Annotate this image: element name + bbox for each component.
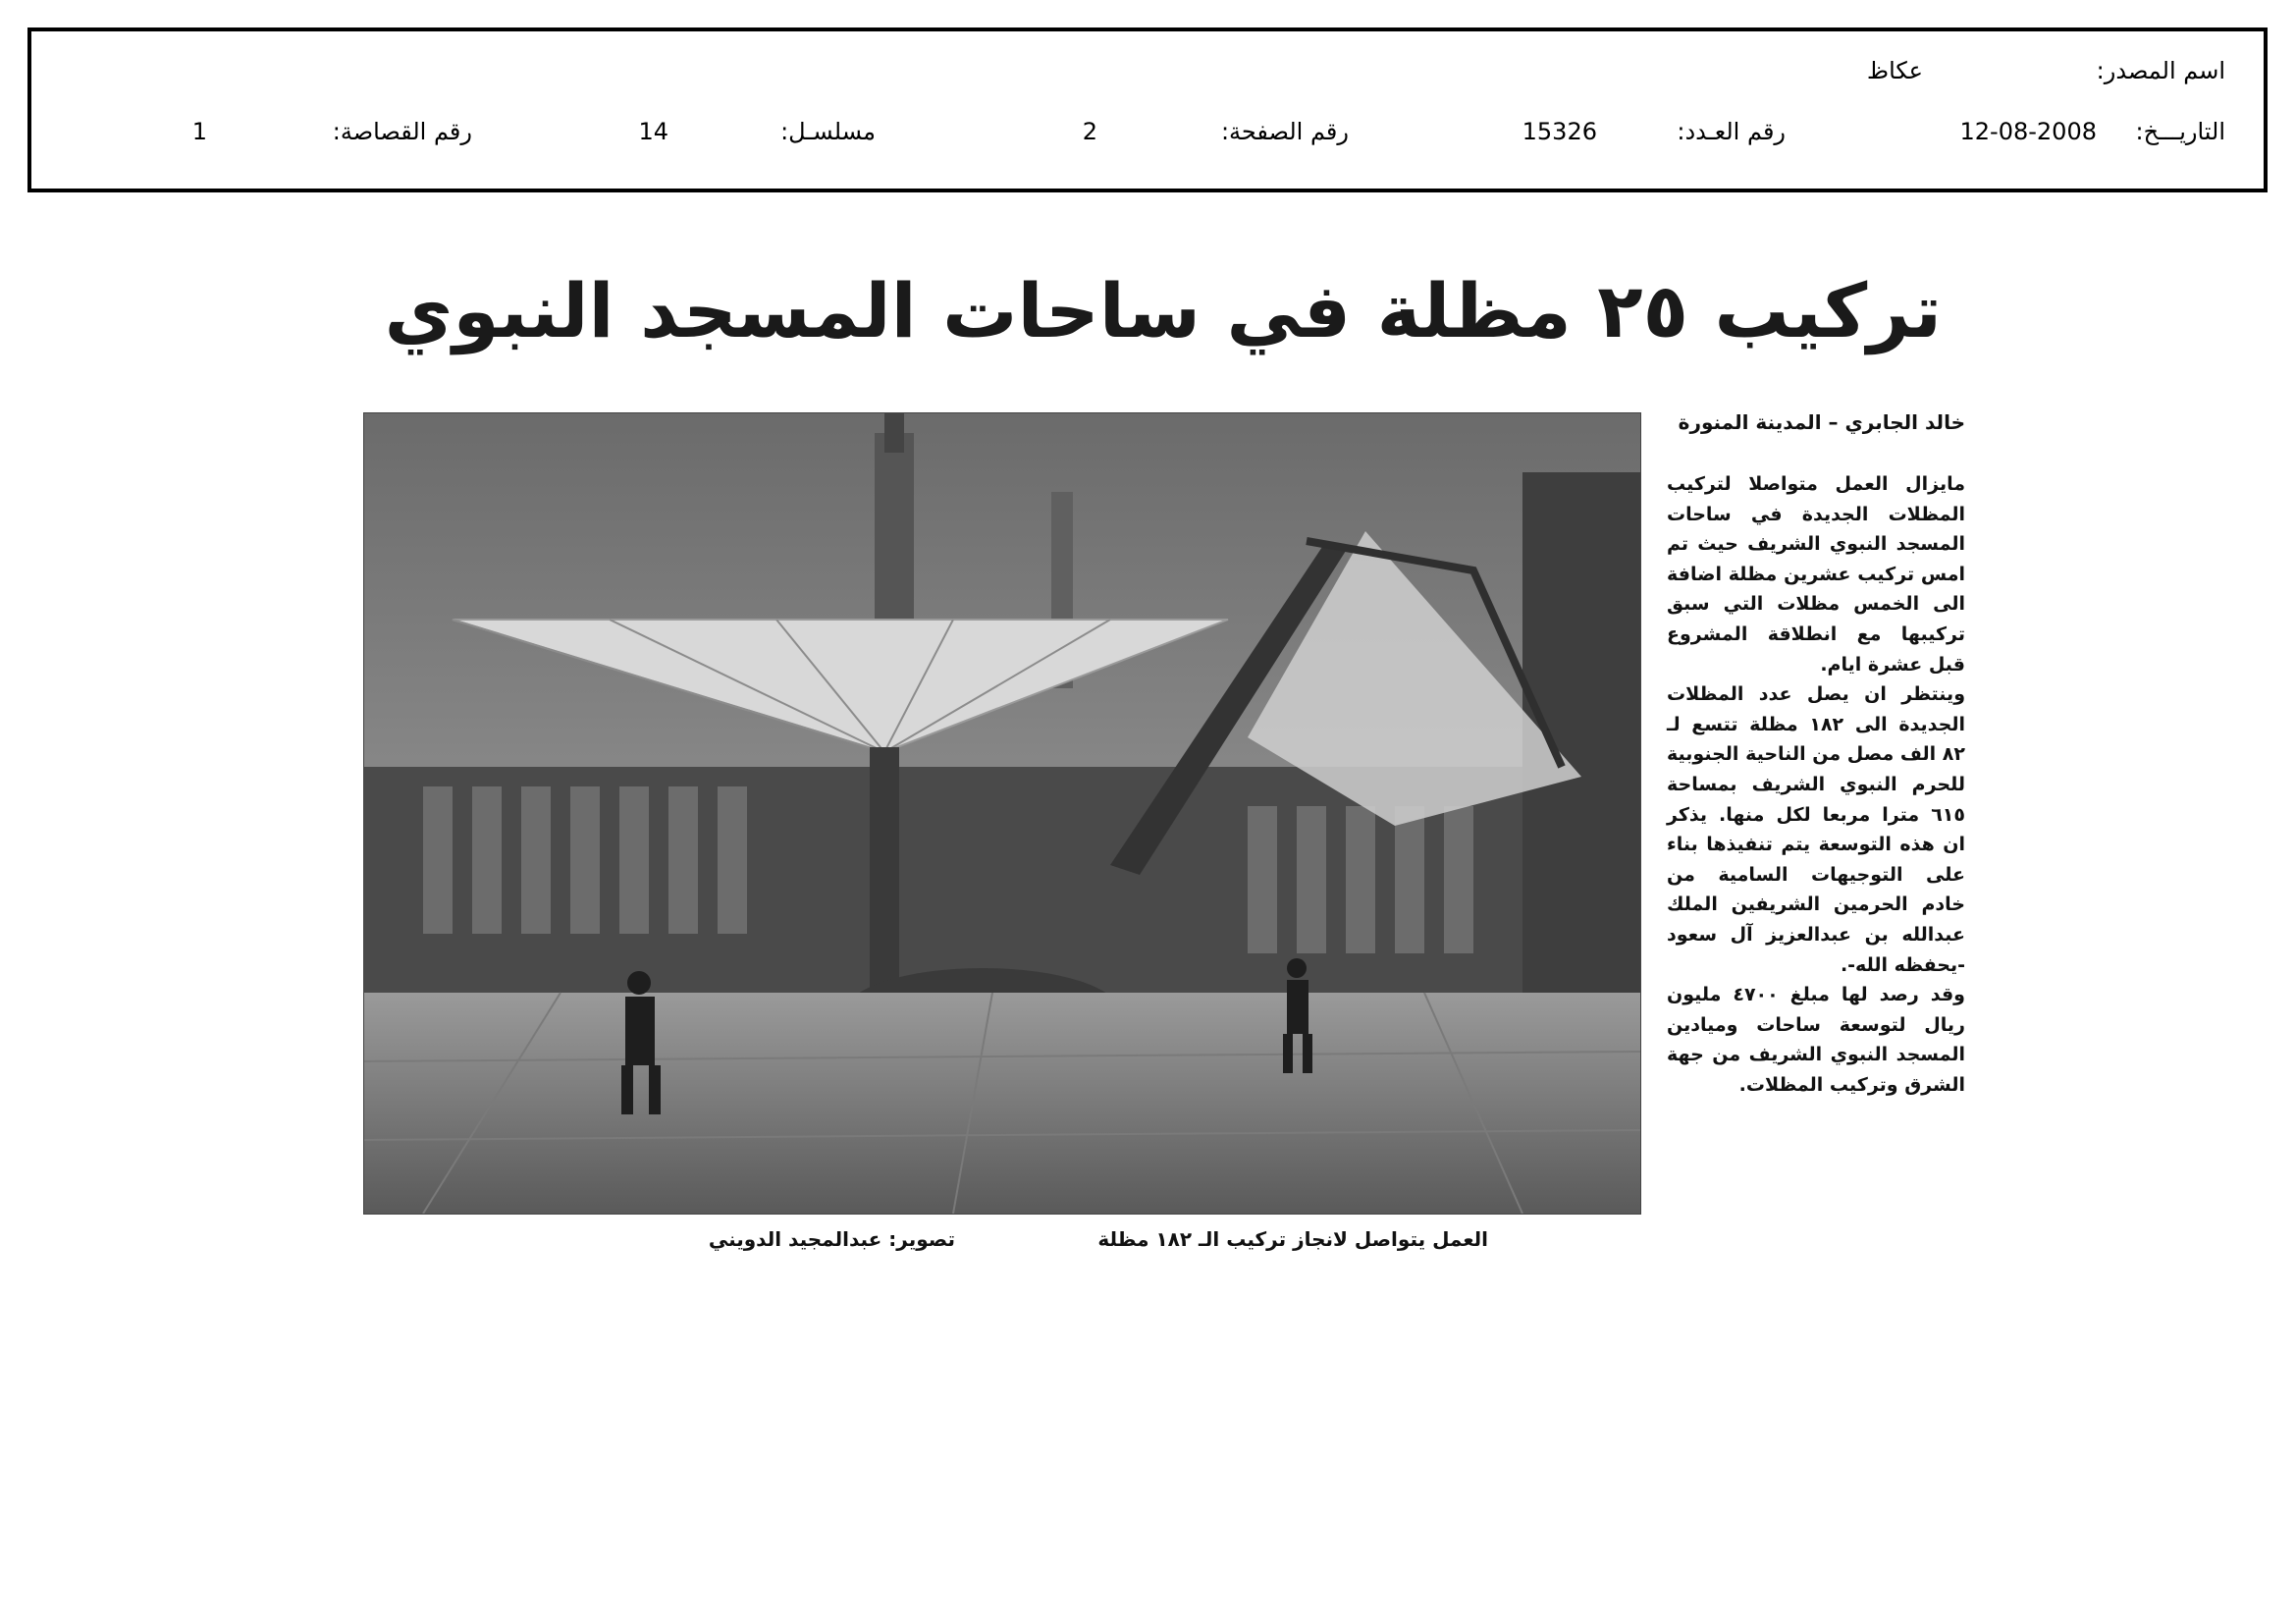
article-paragraph: وينتظر ان يصل عدد المظلات الجديدة الى ١٨٢ مظلة تتسع لـ ٨٢ الف مصل من الناحية الجنوبية للحرم النبوي الشريف بمساحة ٦١٥ مترا مربعا لكل منها. يذكر ان هذه التوسعة يتم تنفيذها بناء على التوجيهات السامية من خادم الحرمين الشريفين الملك عبدالله بن عبدالعزيز آل سعود -يحفظه الله-. — [1667, 683, 1965, 976]
clip-number-label: رقم القصاصة: — [332, 118, 472, 145]
source-value: عكاظ — [1866, 57, 1923, 84]
newspaper-clipping — [312, 245, 1976, 1276]
clipping-metadata-box — [27, 27, 2268, 192]
article-paragraph: وقد رصد لها مبلغ ٤٧٠٠ مليون ريال لتوسعة ساحات وميادين المسجد النبوي الشريف من جهة الشرق وتركيب المظلات. — [1667, 984, 1965, 1096]
photo-caption: العمل يتواصل لانجاز تركيب الـ ١٨٢ مظلة — [1097, 1227, 1488, 1251]
issue-value: 15326 — [1522, 118, 1597, 145]
serial-value: 14 — [638, 118, 668, 145]
page-value: 2 — [1082, 118, 1097, 145]
date-label: التاريـــخ: — [2135, 118, 2225, 145]
page-label: رقم الصفحة: — [1220, 118, 1349, 145]
clip-number-value: 1 — [191, 118, 207, 145]
photo-credit: تصوير: عبدالمجيد الدويني — [708, 1227, 955, 1251]
serial-label: مسلسـل: — [780, 118, 876, 145]
issue-label: رقم العـدد: — [1677, 118, 1786, 145]
article-byline: خالد الجابري – المدينة المنورة — [1678, 410, 1965, 434]
date-value: 12-08-2008 — [1959, 118, 2097, 145]
article-paragraph: مايزال العمل متواصلا لتركيب المظلات الجديدة في ساحات المسجد النبوي الشريف حيث تم امس تركيب عشرين مظلة اضافة الى الخمس مظلات التي سبق تركيبها مع انطلاقة المشروع قبل عشرة ايام. — [1667, 473, 1965, 676]
headline: تركيب ٢٥ مظلة في ساحات المسجد النبوي — [384, 267, 1942, 354]
article-body — [1667, 469, 1965, 1100]
source-label: اسم المصدر: — [2096, 57, 2225, 84]
article-photo — [363, 412, 1641, 1215]
